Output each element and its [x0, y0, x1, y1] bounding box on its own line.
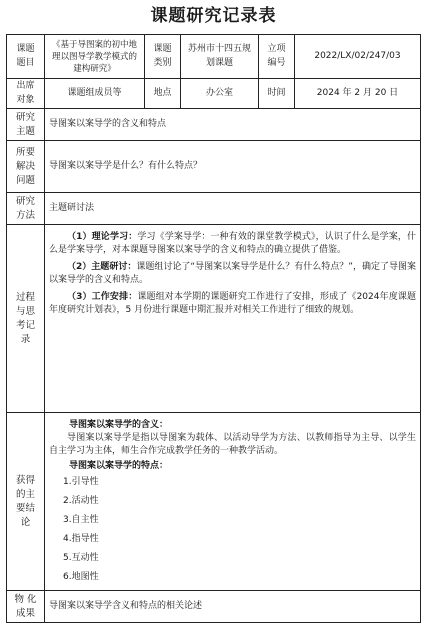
- method-row: [7, 193, 421, 225]
- feature-item: 4.指导性: [63, 534, 99, 545]
- place-value: 办公室: [181, 79, 259, 109]
- process-para-1: （1）理论学习：学习《学案导学：一种有效的课堂教学模式》，认识了什么是学案，什么是学案导学，对本课题导图案以案导学的含义和特点的确立提供了借鉴。: [49, 232, 416, 256]
- attendees-label: 出席 对象: [7, 79, 45, 109]
- conclusion-label: 获得 的主 要结 论: [7, 413, 45, 591]
- attendees-value: 课题组成员等: [45, 79, 145, 109]
- feature-item: 1.引导性: [63, 477, 99, 488]
- subject-value: 导图案以案导学的含义和特点: [45, 109, 421, 141]
- process-label: 过程 与思 考记 录: [7, 225, 45, 413]
- time-label: 时间: [259, 79, 295, 109]
- process-para-3: （3）工作安排：课题组对本学期的课题研究工作进行了安排，形成了《2024年度课题年度研究计划表》，5 月份进行课题中期汇报并对相关工作进行了细致的规划。: [49, 292, 417, 316]
- result-value: 导图案以案导学含义和特点的相关论述: [45, 591, 421, 623]
- feature-item: 3.自主性: [63, 515, 99, 526]
- category-value: 苏州市十四五规划课题: [181, 35, 259, 79]
- place-label: 地点: [145, 79, 181, 109]
- feature-item: 6.地图性: [63, 572, 99, 583]
- process-content: [45, 225, 421, 413]
- result-label: 物 化 成果: [7, 591, 45, 623]
- process-row: [7, 225, 421, 413]
- record-table: [6, 34, 421, 623]
- features-list: [49, 473, 416, 587]
- result-row: [7, 591, 421, 623]
- time-value: 2024 年 2 月 20 日: [295, 79, 421, 109]
- feature-item: 2.活动性: [63, 496, 99, 507]
- subject-row: [7, 109, 421, 141]
- problem-value: 导图案以案导学是什么？有什么特点？: [45, 141, 421, 193]
- feature-item: 5.互动性: [63, 553, 99, 564]
- topic-label: 课题 题目: [7, 35, 45, 79]
- process-para-2: （2）主题研讨：课题组讨论了“导图案以案导学是什么？有什么特点？”，确定了导图案以案导学的含义和特点。: [49, 262, 417, 286]
- page-title: 课题研究记录表: [150, 6, 277, 26]
- conclusion-content: [45, 413, 421, 591]
- problem-row: [7, 141, 421, 193]
- method-label: 研究 方法: [7, 193, 45, 225]
- features-heading: 导图案以案导学的特点：: [69, 461, 169, 472]
- meaning-heading: 导图案以案导学的含义：: [69, 420, 169, 430]
- topic-value: 《基于导图案的初中地理以图导学教学模式的建构研究》: [45, 35, 145, 79]
- meaning-body: 导图案以案导学是指以导图案为载体、以活动导学为方法、以教师指导为主导、以学生自主学习为主体，师生合作完成教学任务的一种教学活动。: [49, 433, 416, 457]
- number-label: 立项 编号: [259, 35, 295, 79]
- subject-label: 研究 主题: [7, 109, 45, 141]
- topic-row: [7, 35, 421, 79]
- category-label: 课题 类别: [145, 35, 181, 79]
- attendees-row: [7, 79, 421, 109]
- conclusion-row: [7, 413, 421, 591]
- number-value: 2022/LX/02/247/03: [295, 35, 421, 79]
- method-value: 主题研讨法: [45, 193, 421, 225]
- problem-label: 所要 解决 问题: [7, 141, 45, 193]
